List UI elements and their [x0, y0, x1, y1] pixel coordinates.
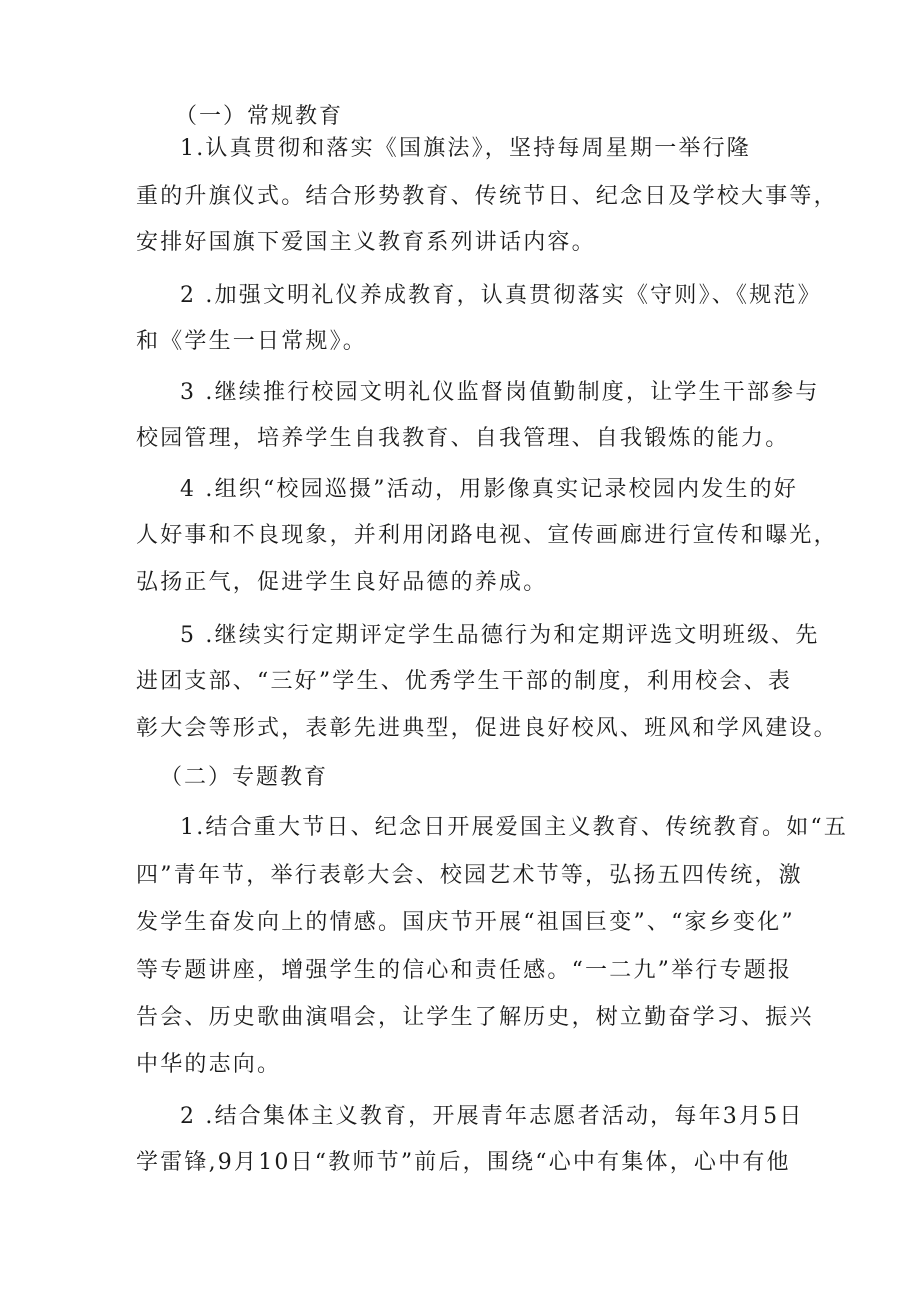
paragraph-line: 人好事和不良现象，并利用闭路电视、宣传画廊进行宣传和曝光，: [136, 523, 838, 548]
paragraph-line: 学雷锋,9月10日“教师节”前后，围绕“心中有集体，心中有他: [136, 1150, 791, 1175]
section-heading-routine-education: （一）常规教育: [175, 104, 344, 129]
paragraph-line: 等专题讲座，增强学生的信心和责任感。“一二九”举行专题报: [136, 958, 793, 983]
paragraph-line: 彰大会等形式，表彰先进典型，促进良好校风、班风和学风建设。: [136, 716, 838, 741]
paragraph-line: 发学生奋发向上的情感。国庆节开展“祖国巨变”、“家乡变化”: [136, 910, 795, 935]
paragraph-line: 弘扬正气，促进学生良好品德的养成。: [136, 570, 548, 595]
paragraph-line: 2 .加强文明礼仪养成教育，认真贯彻落实《守则》、《规范》: [180, 283, 822, 308]
section-heading-thematic-education: （二）专题教育: [160, 765, 329, 790]
paragraph-line: 安排好国旗下爱国主义教育系列讲话内容。: [136, 230, 596, 255]
paragraph-line: 和《学生一日常规》。: [136, 329, 368, 354]
paragraph-line: 5 .继续实行定期评定学生品德行为和定期评选文明班级、先: [180, 623, 820, 648]
paragraph-line: 进团支部、“三好”学生、优秀学生干部的制度，利用校会、表: [136, 669, 793, 694]
paragraph-line: 校园管理，培养学生自我教育、自我管理、自我锻炼的能力。: [136, 426, 790, 451]
paragraph-line: 中华的志向。: [136, 1052, 282, 1077]
paragraph-line: 重的升旗仪式。结合形势教育、传统节日、纪念日及学校大事等，: [136, 184, 838, 209]
paragraph-line: 4 .组织“校园巡摄”活动，用影像真实记录校园内发生的好: [180, 477, 799, 502]
paragraph-line: 2 .结合集体主义教育，开展青年志愿者活动，每年3月5日: [180, 1104, 804, 1129]
paragraph-line: 1.结合重大节日、纪念日开展爱国主义教育、传统教育。如“五: [180, 815, 849, 840]
paragraph-line: 3 .继续推行校园文明礼仪监督岗值勤制度，让学生干部参与: [180, 380, 820, 405]
paragraph-line: 告会、历史歌曲演唱会，让学生了解历史，树立勤奋学习、振兴: [136, 1005, 814, 1030]
paragraph-line: 四”青年节，举行表彰大会、校园艺术节等，弘扬五四传统，激: [136, 863, 803, 888]
paragraph-line: 1.认真贯彻和落实《国旗法》，坚持每周星期一举行隆: [180, 136, 751, 161]
